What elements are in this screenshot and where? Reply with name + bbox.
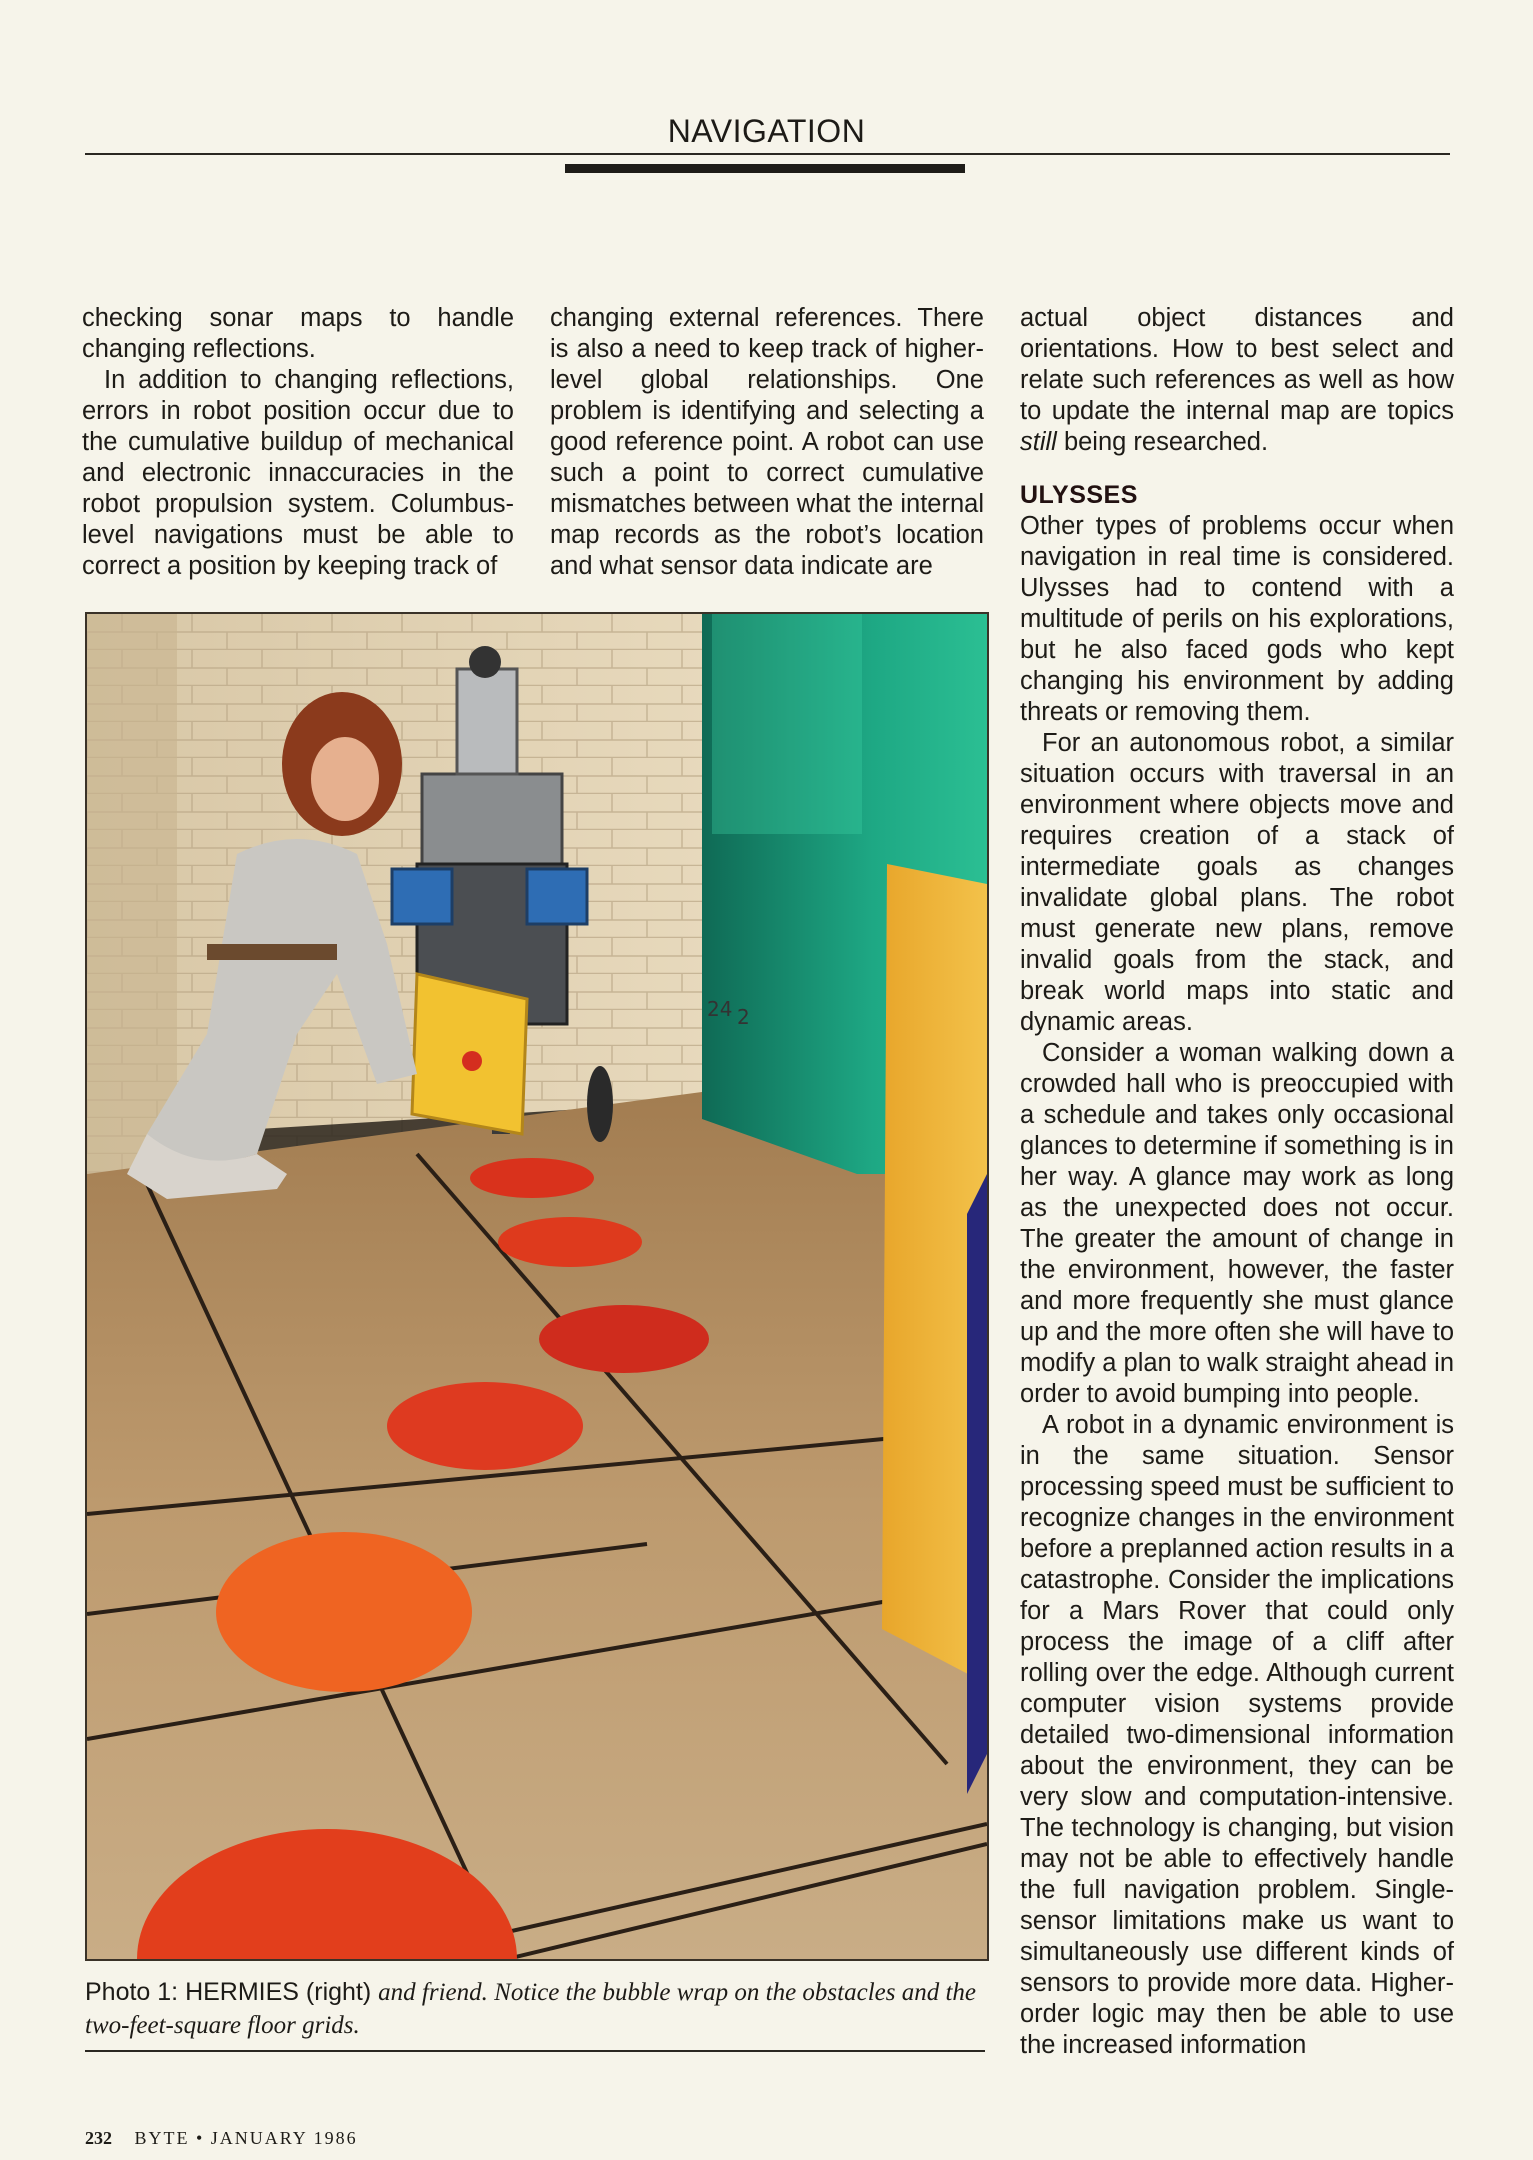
- caption-rule: [85, 2050, 985, 2052]
- paragraph: Other types of problems occur when navigation in real time is considered. Ulysses had to contend with a multitude of perils on his explorations, but he also faced gods who kept changing his environment by adding threats or removing them.: [1020, 512, 1454, 726]
- blue-obstacle: [967, 1174, 987, 1794]
- page-footer: [85, 2128, 358, 2149]
- column-1: [82, 303, 514, 582]
- paragraph: Consider a woman walking down a crowded hall who is preoccupied with a schedule and takes only occasional glances to determine if something is in her way. A glance may work as long as the unexpected does not occur. The greater the amount of change in the environment, however, the faster and more frequently she must glance up and the more often she will have to modify a plan to walk straight ahead in order to avoid bumping into people.: [1020, 1039, 1454, 1408]
- page-number: 232: [85, 2128, 112, 2148]
- yellow-box: [412, 974, 527, 1134]
- header-rule: [85, 153, 1450, 155]
- column-2: [550, 303, 984, 582]
- paragraph: checking sonar maps to handle changing reflections.: [82, 304, 514, 363]
- caption-label: Photo 1: HERMIES (right): [85, 1978, 372, 2006]
- section-title: NAVIGATION: [667, 113, 866, 149]
- caption-text: and friend. Notice the bubble wrap on the obstacles and the two-feet-square floor grids.: [85, 1979, 977, 2039]
- paragraph: actual object distances and orientations. How to best select and relate such references as well as how to update the internal map are topics still being researched.: [1020, 304, 1454, 456]
- header-bar: [565, 164, 965, 173]
- floor-number: 24: [707, 997, 733, 1021]
- section-heading: ULYSSES: [1020, 481, 1138, 509]
- photo-hermies-robot: [85, 612, 989, 1961]
- paragraph: changing external references. There is also a need to keep track of higher-level global relationships. One problem is identifying and selecting a good reference point. A robot can use such a point to correct cumulative mismatches between what the internal map records as the robot’s location and what sensor data indicate are: [550, 304, 984, 580]
- paragraph: A robot in a dynamic environment is in the same situation. Sensor processing speed must be sufficient to recognize changes in the environment before a preplanned action results in a catastrophe. Consider the implications for a Mars Rover that could only process the image of a cliff after rolling over the edge. Although current computer vision systems provide detailed two-dimensional information about the environment, they can be very slow and computation-intensive. The technology is changing, but vision may not be able to effectively handle the full navigation problem. Single-sensor limitations make us want to simultaneously use different kinds of sensors to provide more data. Higher-order logic may then be able to use the increased information: [1020, 1411, 1454, 2059]
- floor-number: 2: [737, 1005, 750, 1029]
- photo-caption: [85, 1976, 985, 2042]
- paragraph: In addition to changing reflections, errors in robot position occur due to the cumulative buildup of mechanical and electronic innaccuracies in the robot propulsion system. Columbus-level navigations must be able to correct a position by keeping track of: [82, 366, 514, 580]
- paragraph: For an autonomous robot, a similar situation occurs with traversal in an environment where objects move and requires creation of a stack of intermediate goals as changes invalidate global plans. The robot must generate new plans, remove invalid goals from the stack, and break world maps into static and dynamic areas.: [1020, 729, 1454, 1036]
- column-3: [1020, 303, 1454, 2061]
- publication-line: BYTE • JANUARY 1986: [134, 2128, 358, 2148]
